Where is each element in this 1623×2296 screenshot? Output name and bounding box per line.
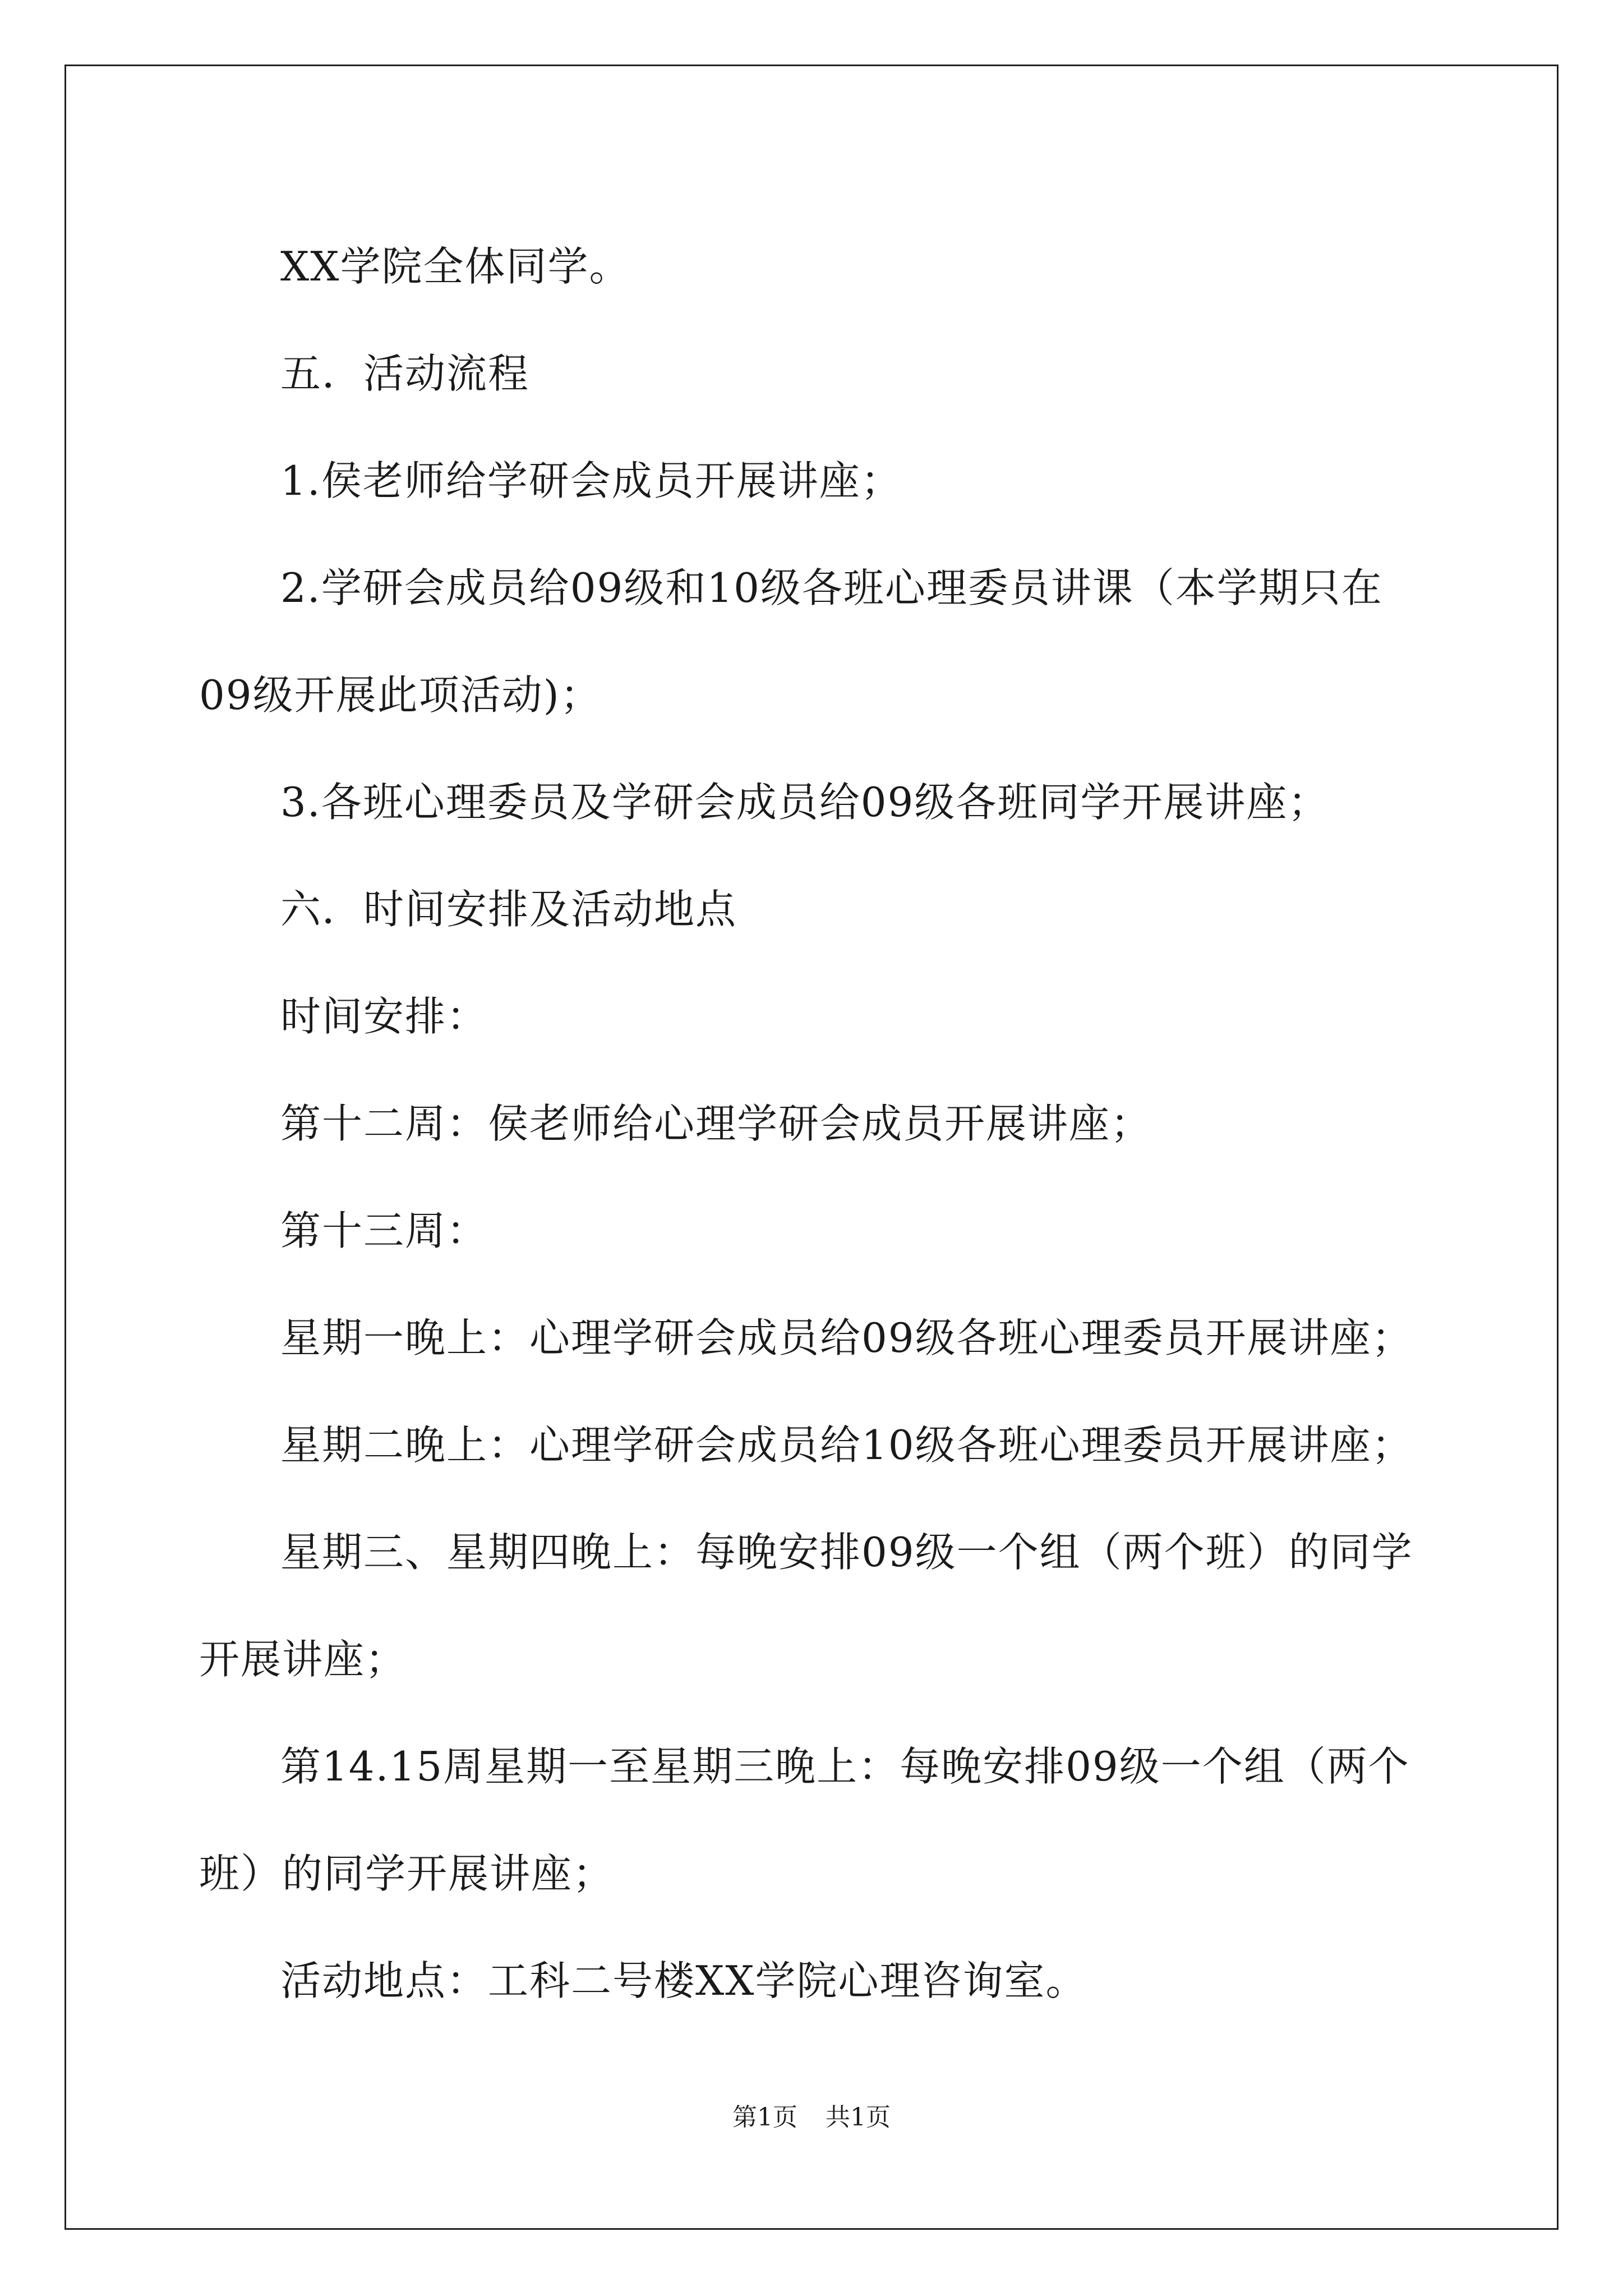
paragraph-week-12: 第十二周：侯老师给心理学研会成员开展讲座； [280, 1100, 1152, 1147]
paragraph-wed-thu: 星期三、星期四晚上：每晚安排09级一个组（两个班）的同学开展讲座； [199, 1529, 1413, 1683]
page-footer [0, 2097, 1623, 2133]
paragraph-schedule-label: 时间安排： [280, 993, 488, 1040]
paragraph-flow-step-2: 2.学研会成员给09级和10级各班心理委员讲课（本学期只在09级开展此项活动)； [199, 564, 1383, 719]
paragraph-location: 活动地点：工科二号楼XX学院心理咨询室。 [280, 1957, 1087, 2004]
paragraph-weeks-14-15: 第14.15周星期一至星期三晚上：每晚安排09级一个组（两个班）的同学开展讲座； [199, 1743, 1410, 1897]
page-total: 共1页 [826, 2103, 891, 2132]
heading-schedule-location: 六．时间安排及活动地点 [280, 886, 737, 933]
paragraph-tuesday: 星期二晚上：心理学研会成员给10级各班心理委员开展讲座； [280, 1421, 1413, 1469]
page-number: 第1页 [732, 2103, 797, 2132]
document-body [199, 213, 1436, 2035]
paragraph-flow-step-3: 3.各班心理委员及学研会成员给09级各班同学开展讲座； [280, 779, 1330, 826]
paragraph-week-13: 第十三周： [280, 1207, 488, 1254]
paragraph-flow-step-1: 1.侯老师给学研会成员开展讲座； [280, 457, 902, 504]
paragraph-monday: 星期一晚上：心理学研会成员给09级各班心理委员开展讲座； [280, 1314, 1413, 1361]
paragraph-audience: XX学院全体同学。 [280, 243, 631, 290]
heading-activity-flow: 五．活动流程 [280, 350, 530, 397]
